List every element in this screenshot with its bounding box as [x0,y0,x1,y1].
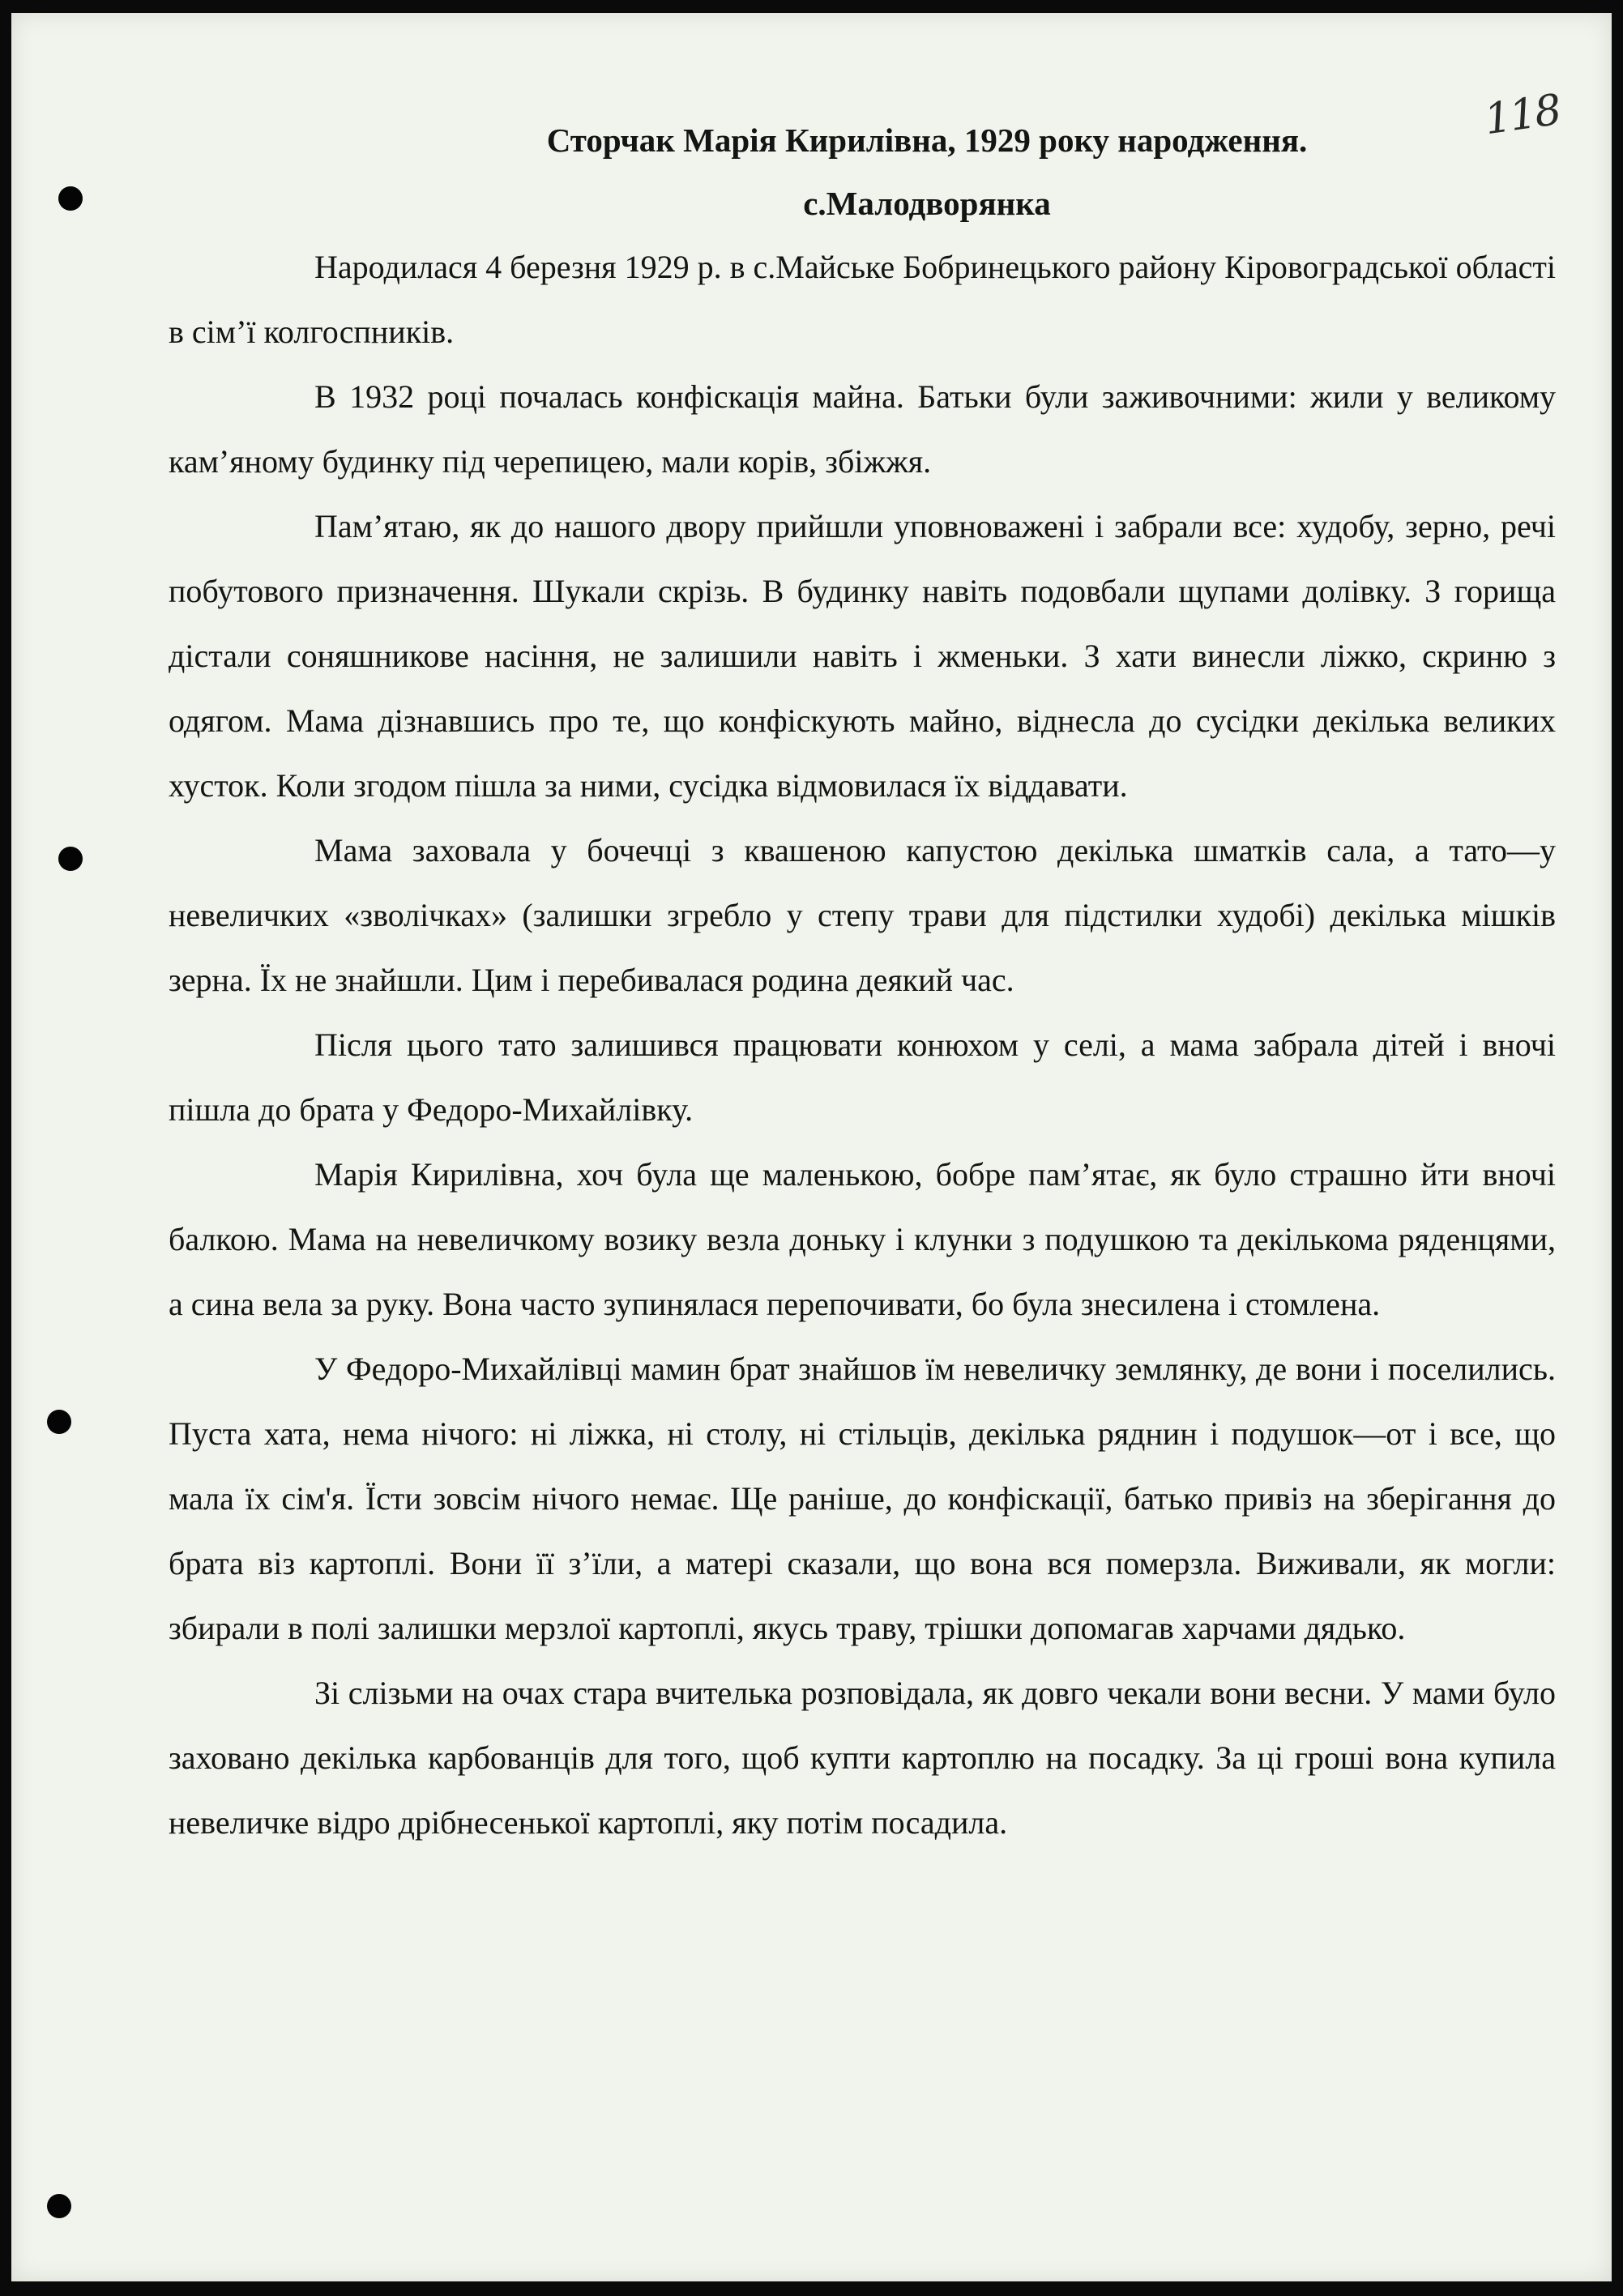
paragraph-night-journey: Марія Кирилівна, хоч була ще маленькою, бобре пам’ятає, як було страшно йти вночі балкою. Мама на невеличкому возику везла доньку і клунки з подушкою та декількома ряденцями, а сина вела за руку. Вона часто зупинялася перепочивати, бо була знесилена і стомлена. [169,1156,1556,1322]
handwritten-page-number: 118 [1481,85,1563,145]
document-page [11,13,1612,2281]
paragraph-spring: Зі слізьми на очах стара вчителька розповідала, як довго чекали вони весни. У мами було заховано декілька карбованців для того, щоб купти картоплю на посадку. За ці гроші вона купила невеличке відро дрібнесенької картоплі, яку потім посадила. [169,1675,1556,1841]
paragraph-birth: Народилася 4 березня 1929 р. в с.Майське Бобринецького району Кіровоградської області в сім’ї колгоспників. [169,249,1556,350]
punch-hole [58,847,83,871]
paragraph-confiscation: В 1932 році почалась конфіскація майна. Батьки були заживочними: жили у великому кам’яному будинку під черепицею, мали корів, збіжжя. [169,378,1556,480]
paragraph-hidden-food: Мама заховала у бочечці з квашеною капустою декілька шматків сала, а тато—у невеличких «зволічках» (залишки згребло у степу трави для підстилки худобі) декілька мішків зерна. Їх не знайшли. Цим і перебивалася родина деякий час. [169,832,1556,998]
paragraph-departure: Після цього тато залишився працювати конюхом у селі, а мама забрала дітей і вночі пішла до брата у Федоро-Михайлівку. [169,1026,1556,1128]
document-body [169,109,1556,1855]
paragraph-dugout: У Федоро-Михайлівці мамин брат знайшов їм невеличку землянку, де вони і поселились. Пуста хата, нема нічого: ні ліжка, ні столу, ні стільців, декілька ряднин і подушок—от і все, що мала їх сім'я. Їсти зовсім нічого немає. Ще раніше, до конфіскації, батько привіз на зберігання до брата віз картоплі. Вони її з’їли, а матері сказали, що вона вся померзла. Виживали, як могли: збирали в полі залишки мерзлої картоплі, якусь траву, трішки допомагав харчами дядько. [169,1351,1556,1646]
punch-hole [47,1410,71,1434]
document-title: Сторчак Марія Кирилівна, 1929 року народження. [546,122,1308,159]
paragraph-memory: Пам’ятаю, як до нашого двору прийшли уповноважені і забрали все: худобу, зерно, речі побутового призначення. Шукали скрізь. В будинку навіть подовбали щупами долівку. З горища дістали соняшникове насіння, не залишили навіть і жменьки. З хати винесли ліжко, скриню з одягом. Мама дізнавшись про те, що конфіскують майно, віднесла до сусідки декілька великих хусток. Коли згодом пішла за ними, сусідка відмовилася їх віддавати. [169,508,1556,804]
document-subtitle-village: с.Малодворянка [803,185,1051,222]
punch-hole [58,186,83,211]
punch-hole [47,2194,71,2218]
